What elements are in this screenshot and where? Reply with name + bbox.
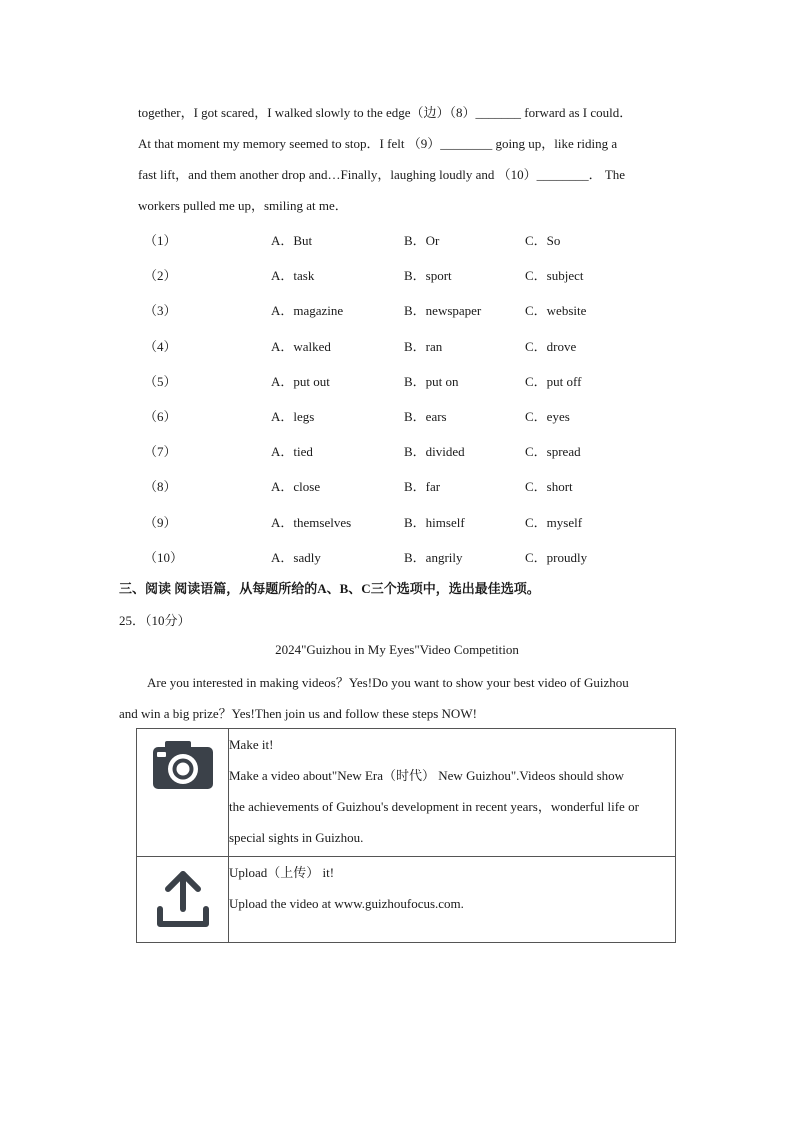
option-c[interactable]: C．eyes bbox=[525, 408, 570, 424]
option-b[interactable]: B．himself bbox=[404, 514, 465, 530]
option-b[interactable]: B．angrily bbox=[404, 549, 463, 565]
step-heading: Upload（上传） it! bbox=[229, 865, 335, 880]
step-row bbox=[137, 729, 676, 857]
step-row bbox=[137, 857, 676, 943]
option-row bbox=[140, 294, 680, 329]
option-row bbox=[140, 506, 680, 541]
option-number: （3） bbox=[144, 303, 177, 319]
option-number: （5） bbox=[144, 373, 177, 389]
camera-icon bbox=[152, 739, 214, 795]
option-b[interactable]: B．sport bbox=[404, 268, 452, 284]
option-row bbox=[140, 470, 680, 505]
passage-line: together，I got scared，I walked slowly to the edge（边）（8）_______ forward as I could． bbox=[138, 105, 633, 120]
option-b[interactable]: B．divided bbox=[404, 444, 465, 460]
step-heading: Make it! bbox=[229, 737, 274, 752]
option-b[interactable]: B．put on bbox=[404, 373, 459, 389]
option-c[interactable]: C．website bbox=[525, 303, 587, 319]
option-number: （2） bbox=[144, 268, 177, 284]
option-b[interactable]: B．ran bbox=[404, 338, 443, 354]
option-row bbox=[140, 365, 680, 400]
option-b[interactable]: B．Or bbox=[404, 233, 440, 248]
option-row bbox=[140, 330, 680, 365]
step-text-cell bbox=[229, 729, 676, 857]
step-line: the achievements of Guizhou's development in recent years，wonderful life or bbox=[229, 799, 639, 814]
option-c[interactable]: C．spread bbox=[525, 444, 581, 460]
option-c[interactable]: C．put off bbox=[525, 373, 582, 389]
option-c[interactable]: C．proudly bbox=[525, 549, 588, 565]
option-c[interactable]: C．drove bbox=[525, 338, 577, 354]
option-number: （7） bbox=[144, 444, 177, 460]
option-b[interactable]: B．ears bbox=[404, 408, 447, 424]
option-a[interactable]: A．task bbox=[271, 268, 315, 284]
option-c[interactable]: C．short bbox=[525, 479, 573, 495]
option-c[interactable]: C．subject bbox=[525, 268, 584, 284]
options-list bbox=[140, 224, 680, 576]
step-icon-cell bbox=[137, 729, 229, 857]
option-number: （9） bbox=[144, 514, 177, 530]
option-number: （10） bbox=[144, 549, 184, 565]
option-a[interactable]: A．But bbox=[271, 233, 313, 248]
reading-intro bbox=[119, 667, 675, 729]
option-a[interactable]: A．walked bbox=[271, 338, 331, 354]
intro-line: Are you interested in making videos？Yes!Do you want to show your best video of Guizhou bbox=[147, 675, 629, 690]
option-number: （1） bbox=[144, 233, 177, 248]
option-a[interactable]: A．put out bbox=[271, 373, 330, 389]
upload-icon bbox=[155, 869, 211, 935]
option-number: （6） bbox=[144, 408, 177, 424]
step-line: Make a video about"New Era（时代） New Guizhou".Videos should show bbox=[229, 768, 625, 783]
option-a[interactable]: A．close bbox=[271, 479, 321, 495]
option-b[interactable]: B．newspaper bbox=[404, 303, 482, 319]
option-a[interactable]: A．magazine bbox=[271, 303, 344, 319]
option-a[interactable]: A．sadly bbox=[271, 549, 321, 565]
step-icon-cell bbox=[137, 857, 229, 943]
passage-line: workers pulled me up，smiling at me． bbox=[138, 198, 348, 213]
option-number: （8） bbox=[144, 479, 177, 495]
steps-table bbox=[136, 728, 676, 943]
passage bbox=[138, 97, 676, 221]
option-a[interactable]: A．tied bbox=[271, 444, 313, 460]
option-row bbox=[140, 541, 680, 576]
option-a[interactable]: A．themselves bbox=[271, 514, 352, 530]
step-line: special sights in Guizhou. bbox=[229, 830, 364, 845]
option-row bbox=[140, 259, 680, 294]
passage-line: At that moment my memory seemed to stop．I felt （9）________ going up，like riding a bbox=[138, 136, 618, 151]
option-row bbox=[140, 400, 680, 435]
option-row bbox=[140, 435, 680, 470]
section-heading: 三、阅读 阅读语篇，从每题所给的A、B、C三个选项中，选出最佳选项。 bbox=[119, 581, 540, 596]
question-number: 25．（10分） bbox=[119, 613, 191, 628]
option-b[interactable]: B．far bbox=[404, 479, 441, 495]
reading-title: 2024"Guizhou in My Eyes"Video Competition bbox=[275, 642, 519, 657]
option-number: （4） bbox=[144, 338, 177, 354]
intro-line: and win a big prize？Yes!Then join us and follow these steps NOW! bbox=[119, 706, 477, 721]
option-c[interactable]: C．So bbox=[525, 233, 561, 248]
option-a[interactable]: A．legs bbox=[271, 408, 315, 424]
option-row bbox=[140, 224, 680, 259]
option-c[interactable]: C．myself bbox=[525, 514, 583, 530]
passage-line: fast lift，and them another drop and…Finally，laughing loudly and （10）________． The bbox=[138, 167, 626, 182]
step-text-cell bbox=[229, 857, 676, 943]
step-line: Upload the video at www.guizhoufocus.com. bbox=[229, 896, 464, 911]
